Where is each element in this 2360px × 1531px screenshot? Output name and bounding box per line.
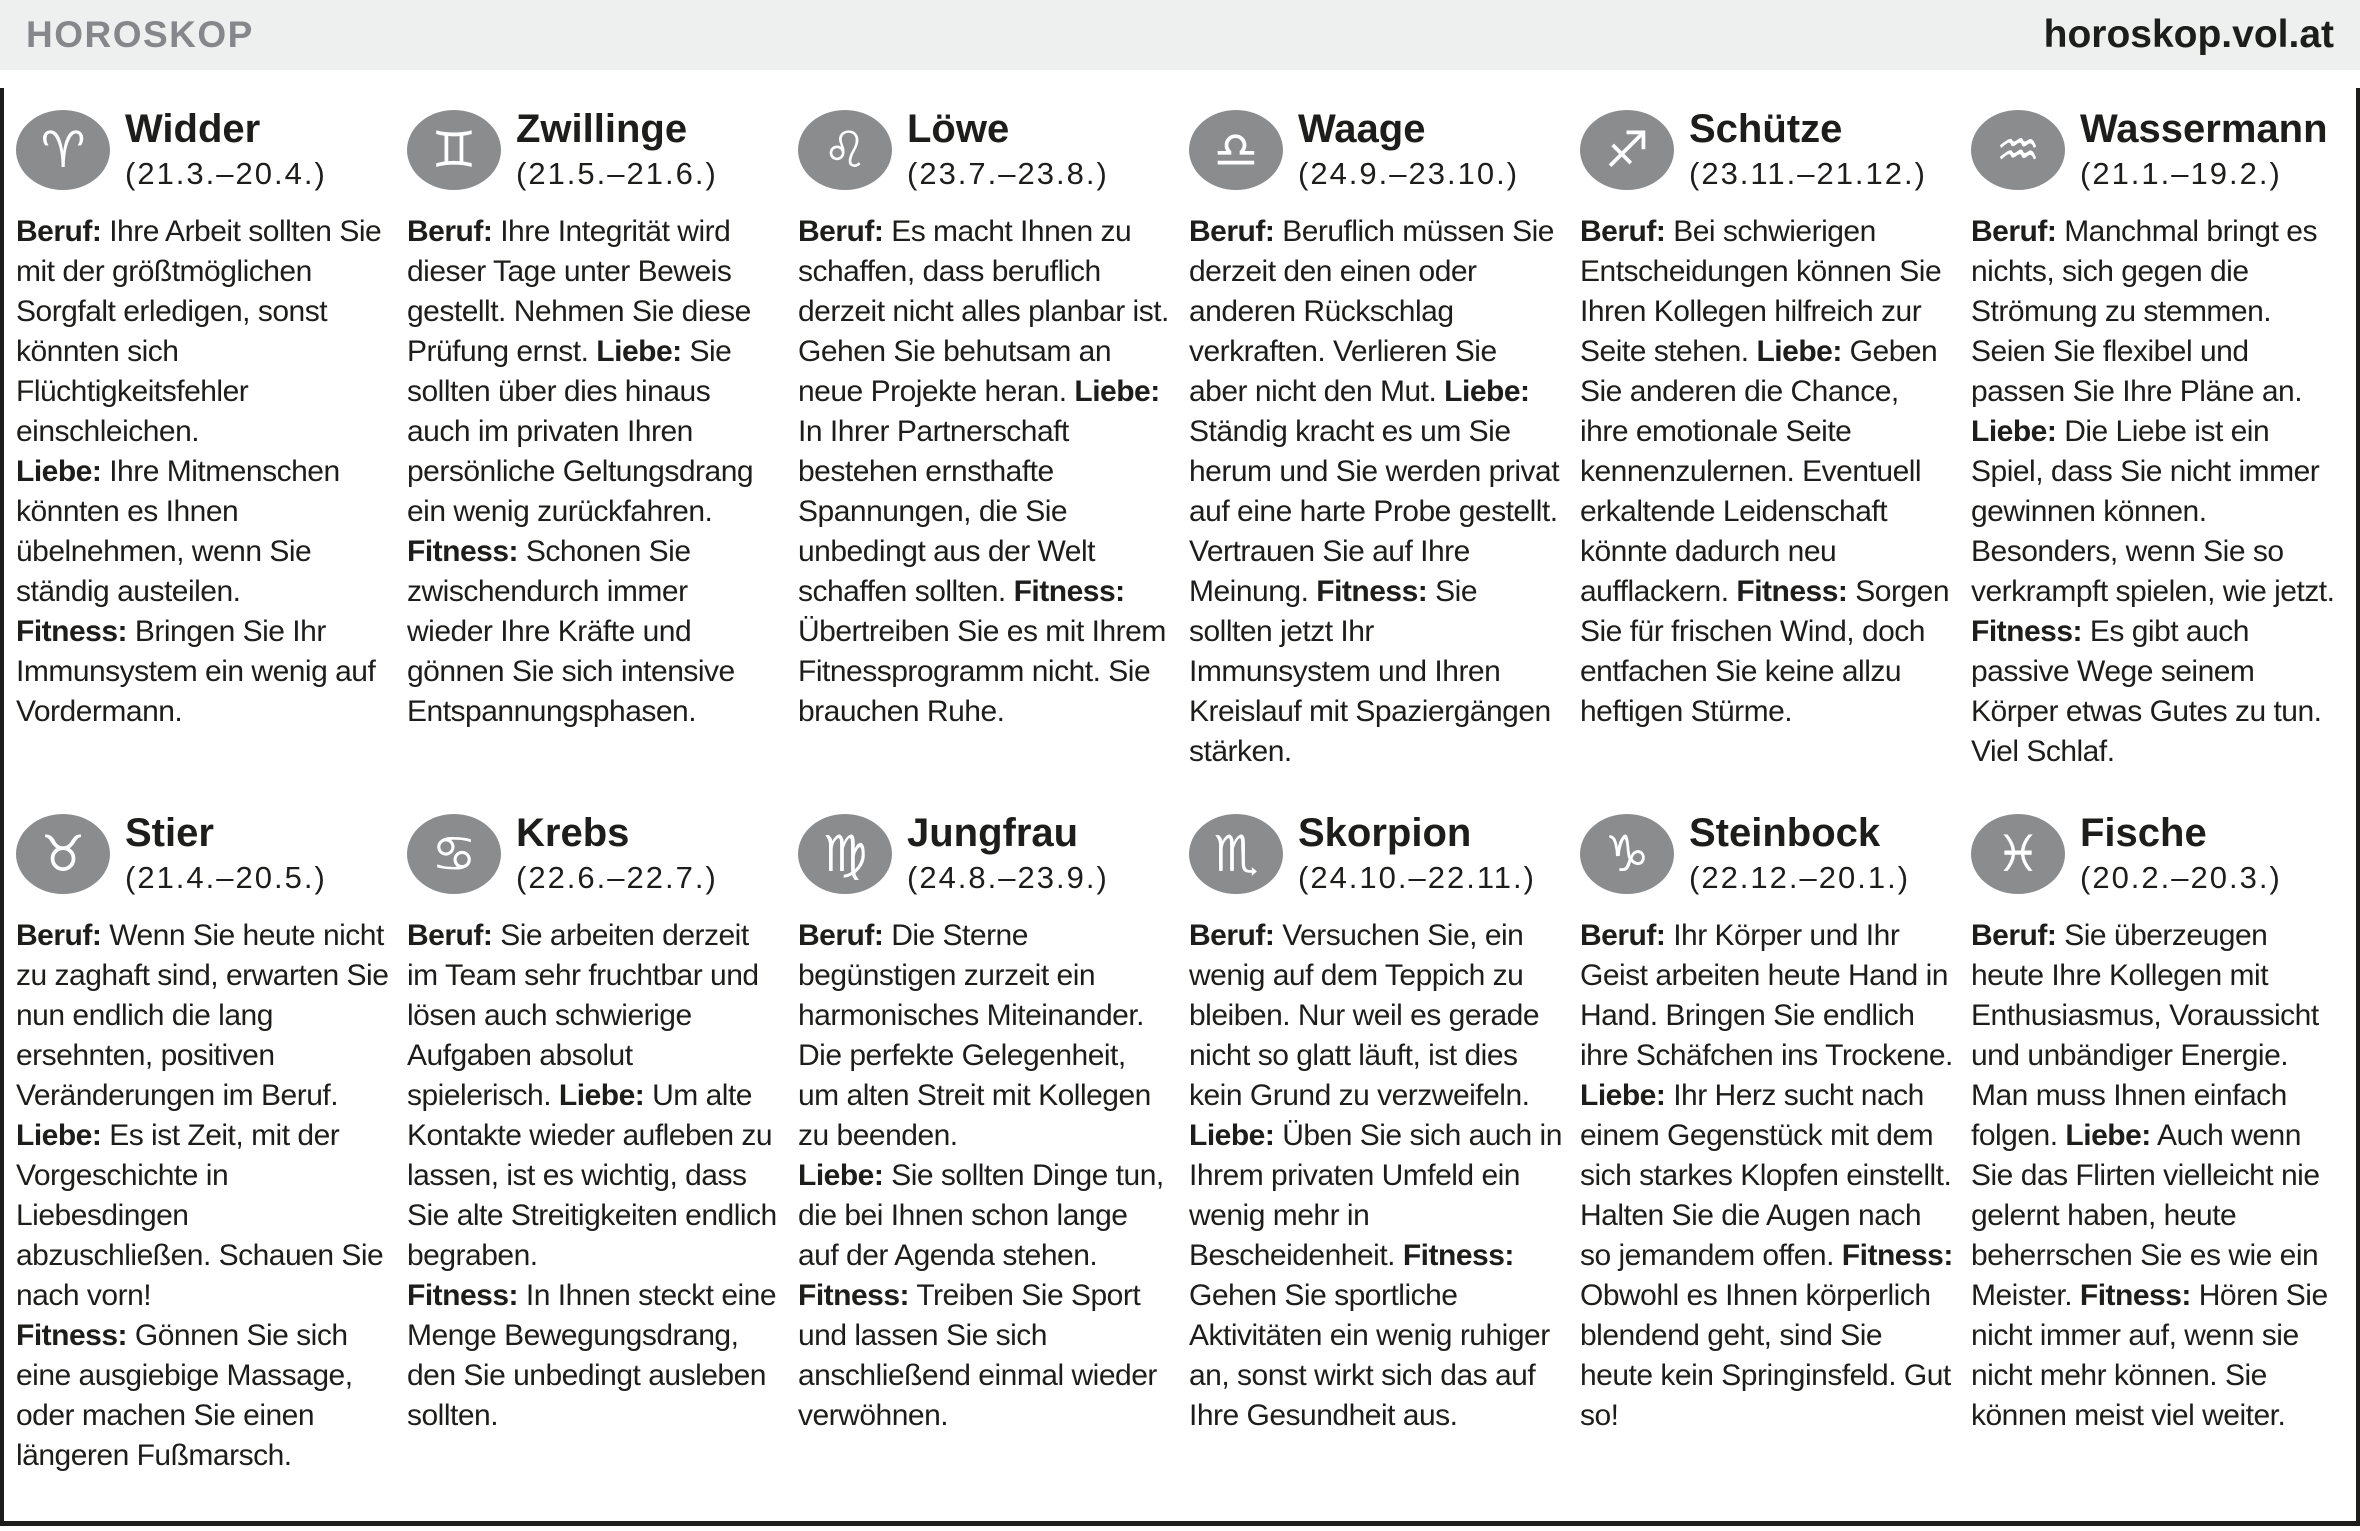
card-head-text	[2080, 108, 2328, 192]
virgin-icon	[798, 814, 892, 894]
card-head-text	[1298, 108, 1519, 192]
section-text: Treiben Sie Sport und lassen Sie sich anschließend einmal wieder verwöhnen.	[798, 1279, 1157, 1432]
horoscope-card	[16, 104, 389, 732]
card-head	[798, 104, 1171, 196]
section-text: Es ist Zeit, mit der Vorgeschichte in Liebesdingen abzuschließen. Schauen Sie nach vorn!	[16, 1119, 384, 1312]
section-label: Liebe:	[1580, 1079, 1666, 1112]
card-head	[407, 104, 780, 196]
section-label: Liebe:	[596, 335, 682, 368]
sign-name: Löwe	[907, 107, 1010, 151]
ram-icon	[16, 110, 110, 190]
card-head-text	[907, 812, 1109, 896]
section-text: Die Liebe ist ein Spiel, dass Sie nicht immer gewinnen können. Besonders, wenn Sie so verkrampft spielen, wie jetzt.	[1971, 415, 2335, 608]
zodiac-glyph: ♉	[40, 825, 86, 883]
section-label: Fitness:	[2079, 1279, 2191, 1312]
section-label: Beruf:	[407, 215, 493, 248]
section-label: Fitness:	[1316, 575, 1428, 608]
horoscope-paragraph	[16, 916, 389, 1116]
section-label: Liebe:	[2065, 1119, 2151, 1152]
site-url: horoskop.vol.at	[2043, 13, 2334, 56]
horoscope-card	[1189, 808, 1562, 1436]
sign-dates: (20.2.–20.3.)	[2080, 860, 2282, 895]
card-head-text	[125, 812, 327, 896]
section-label: Beruf:	[16, 215, 102, 248]
goat-icon	[1580, 814, 1674, 894]
card-body	[798, 212, 1171, 732]
section-label: Beruf:	[1580, 215, 1666, 248]
card-head	[1971, 104, 2344, 196]
section-text: Ihre Integrität wird dieser Tage unter Beweis gestellt. Nehmen Sie diese Prüfung ernst.	[407, 215, 751, 368]
zodiac-glyph: ♋	[431, 825, 477, 883]
horoscope-paragraph	[1971, 212, 2344, 772]
section-text: Manchmal bringt es nichts, sich gegen die Strömung zu stemmen. Seien Sie flexibel und passen Sie Ihre Pläne an.	[1971, 215, 2317, 408]
sign-name: Zwillinge	[516, 107, 688, 151]
section-label: Beruf:	[798, 919, 884, 952]
card-head-text	[125, 108, 327, 192]
card-body	[16, 212, 389, 732]
sign-name: Steinbock	[1689, 811, 1881, 855]
zodiac-glyph: ♏	[1213, 825, 1259, 883]
section-text: Sorgen Sie für frischen Wind, doch entfachen Sie keine allzu heftigen Stürme.	[1580, 575, 1950, 728]
fishes-icon	[1971, 814, 2065, 894]
section-text: Wenn Sie heute nicht zu zaghaft sind, erwarten Sie nun endlich die lang ersehnten, positiven Veränderungen im Beruf.	[16, 919, 389, 1112]
section-text: Geben Sie anderen die Chance, ihre emotionale Seite kennenzulernen. Eventuell erkaltende Leidenschaft könnte dadurch neu aufflackern.	[1580, 335, 1938, 608]
archer-icon	[1580, 110, 1674, 190]
section-label: Beruf:	[1971, 215, 2057, 248]
card-body	[407, 916, 780, 1436]
zodiac-glyph: ♌	[822, 121, 868, 179]
section-text: Sie arbeiten derzeit im Team sehr fruchtbar und lösen auch schwierige Aufgaben absolut spielerisch.	[407, 919, 759, 1112]
horoscope-card	[1189, 104, 1562, 772]
sign-dates: (22.6.–22.7.)	[516, 860, 718, 895]
card-head-text	[2080, 812, 2282, 896]
section-text: In Ihrer Partnerschaft bestehen ernsthafte Spannungen, die Sie unbedingt aus der Welt schaffen sollten.	[798, 415, 1095, 608]
section-label: Liebe:	[1074, 375, 1160, 408]
horoscope-paragraph	[16, 1316, 389, 1476]
horoscope-grid	[16, 104, 2344, 1476]
horoscope-paragraph	[1971, 916, 2344, 1436]
section-text: Es gibt auch passive Wege seinem Körper etwas Gutes zu tun. Viel Schlaf.	[1971, 615, 2322, 768]
section-text: Ihre Arbeit sollten Sie mit der größtmöglichen Sorgfalt erledigen, sonst könnten sich Flüchtigkeitsfehler einschleichen.	[16, 215, 382, 448]
section-text: Gehen Sie sportliche Aktivitäten ein wenig ruhiger an, sonst wirkt sich das auf Ihre Gesundheit aus.	[1189, 1279, 1550, 1432]
zodiac-glyph: ♈	[40, 121, 86, 179]
horoscope-paragraph	[407, 1276, 780, 1436]
horoscope-card	[1971, 104, 2344, 772]
section-label: Fitness:	[16, 615, 128, 648]
section-label: Liebe:	[16, 1119, 102, 1152]
card-body	[1189, 212, 1562, 772]
sign-name: Waage	[1298, 107, 1426, 151]
section-text: Üben Sie sich auch in Ihrem privaten Umfeld ein wenig mehr in Bescheidenheit.	[1189, 1119, 1562, 1272]
card-head-text	[516, 812, 718, 896]
horoscope-paragraph	[1189, 916, 1562, 1436]
horoscope-card	[407, 808, 780, 1436]
card-head	[407, 808, 780, 900]
card-head-text	[1689, 812, 1910, 896]
section-text: In Ihnen steckt eine Menge Bewegungsdrang, den Sie unbedingt ausleben sollten.	[407, 1279, 777, 1432]
sign-dates: (21.4.–20.5.)	[125, 860, 327, 895]
card-body	[798, 916, 1171, 1436]
section-label: Fitness:	[1736, 575, 1848, 608]
section-label: Liebe:	[1756, 335, 1842, 368]
section-label: Liebe:	[1444, 375, 1530, 408]
zodiac-glyph: ♎	[1213, 121, 1259, 179]
sign-name: Krebs	[516, 811, 630, 855]
card-head-text	[1298, 812, 1536, 896]
section-text: Obwohl es Ihnen körperlich blendend geht, sind Sie heute kein Springinsfeld. Gut so!	[1580, 1279, 1951, 1432]
section-label: Beruf:	[798, 215, 884, 248]
section-text: Ihr Körper und Ihr Geist arbeiten heute Hand in Hand. Bringen Sie endlich ihre Schäfchen ins Trockene.	[1580, 919, 1953, 1072]
section-text: Ihr Herz sucht nach einem Gegenstück mit dem sich starkes Klopfen einstellt. Halten Sie die Augen nach so jemandem offen.	[1580, 1079, 1952, 1272]
horoscope-card	[407, 104, 780, 732]
card-body	[1971, 916, 2344, 1436]
section-text: Übertreiben Sie es mit Ihrem Fitnessprogramm nicht. Sie brauchen Ruhe.	[798, 615, 1166, 728]
scales-icon	[1189, 110, 1283, 190]
section-text: Die Sterne begünstigen zurzeit ein harmonisches Miteinander. Die perfekte Gelegenheit, um alten Streit mit Kollegen zu beenden.	[798, 919, 1151, 1152]
sign-dates: (21.3.–20.4.)	[125, 156, 327, 191]
card-body	[16, 916, 389, 1476]
sign-dates: (24.9.–23.10.)	[1298, 156, 1520, 191]
card-body	[1580, 212, 1953, 732]
sign-dates: (21.5.–21.6.)	[516, 156, 718, 191]
section-text: Beruflich müssen Sie derzeit den einen oder anderen Rückschlag verkraften. Verlieren Sie aber nicht den Mut.	[1189, 215, 1554, 408]
section-text: Gönnen Sie sich eine ausgiebige Massage, oder machen Sie einen längeren Fußmarsch.	[16, 1319, 353, 1472]
sign-dates: (24.8.–23.9.)	[907, 860, 1109, 895]
section-text: Bringen Sie Ihr Immunsystem ein wenig auf Vordermann.	[16, 615, 376, 728]
sign-name: Widder	[125, 107, 261, 151]
horoscope-paragraph	[16, 1116, 389, 1316]
section-label: Fitness:	[407, 1279, 519, 1312]
section-text: Versuchen Sie, ein wenig auf dem Teppich zu bleiben. Nur weil es gerade nicht so glatt läuft, ist dies kein Grund zu verzweifeln.	[1189, 919, 1540, 1112]
section-label: Fitness:	[1841, 1239, 1953, 1272]
section-label: Fitness:	[16, 1319, 128, 1352]
zodiac-glyph: ♓	[1995, 825, 2041, 883]
horoscope-paragraph	[798, 916, 1171, 1156]
section-label: Beruf:	[407, 919, 493, 952]
bull-icon	[16, 814, 110, 894]
section-text: Schonen Sie zwischendurch immer wieder Ihre Kräfte und gönnen Sie sich intensive Entspannungsphasen.	[407, 535, 735, 728]
section-label: Beruf:	[1580, 919, 1666, 952]
sign-name: Skorpion	[1298, 811, 1472, 855]
page-title: HOROSKOP	[26, 14, 254, 55]
card-head	[1580, 104, 1953, 196]
card-body	[407, 212, 780, 732]
section-label: Beruf:	[1189, 215, 1275, 248]
zodiac-glyph: ♍	[822, 825, 868, 883]
sign-dates: (24.10.–22.11.)	[1298, 860, 1536, 895]
horoscope-paragraph	[798, 1156, 1171, 1436]
section-text: Hören Sie nicht immer auf, wenn sie nicht mehr können. Sie können meist viel weiter.	[1971, 1279, 2328, 1432]
section-label: Fitness:	[798, 1279, 910, 1312]
section-label: Fitness:	[1402, 1239, 1514, 1272]
section-label: Fitness:	[407, 535, 519, 568]
horoscope-paragraph	[16, 612, 389, 732]
card-head	[798, 808, 1171, 900]
water-bearer-icon	[1971, 110, 2065, 190]
section-text: Ständig kracht es um Sie herum und Sie werden privat auf eine harte Probe gestellt. Vertrauen Sie auf Ihre Meinung.	[1189, 415, 1560, 608]
section-text: Auch wenn Sie das Flirten vielleicht nie gelernt haben, heute beherrschen Sie es wie ein Meister.	[1971, 1119, 2320, 1312]
zodiac-glyph: ♊	[431, 121, 477, 179]
card-body	[1580, 916, 1953, 1436]
section-text: Ihre Mitmenschen könnten es Ihnen übelnehmen, wenn Sie ständig austeilen.	[16, 455, 340, 608]
section-label: Beruf:	[1971, 919, 2057, 952]
card-head	[16, 104, 389, 196]
horoscope-card	[798, 104, 1171, 732]
horoscope-card	[16, 808, 389, 1476]
card-head-text	[907, 108, 1109, 192]
horoscope-card	[1580, 104, 1953, 732]
section-label: Beruf:	[1189, 919, 1275, 952]
section-text: Um alte Kontakte wieder aufleben zu lassen, ist es wichtig, dass Sie alte Streitigkeiten endlich begraben.	[407, 1079, 777, 1272]
twins-icon	[407, 110, 501, 190]
header-bar	[0, 0, 2360, 70]
section-text: Bei schwierigen Entscheidungen können Sie Ihren Kollegen hilfreich zur Seite stehen.	[1580, 215, 1942, 368]
horoscope-paragraph	[1189, 212, 1562, 772]
sign-name: Stier	[125, 811, 214, 855]
sign-name: Schütze	[1689, 107, 1843, 151]
card-body	[1189, 916, 1562, 1436]
card-head	[1189, 104, 1562, 196]
section-label: Liebe:	[16, 455, 102, 488]
sign-dates: (22.12.–20.1.)	[1689, 860, 1911, 895]
section-label: Liebe:	[1189, 1119, 1275, 1152]
horoscope-card	[1580, 808, 1953, 1436]
zodiac-glyph: ♐	[1604, 121, 1650, 179]
scorpion-icon	[1189, 814, 1283, 894]
section-text: Sie sollten jetzt Ihr Immunsystem und Ihren Kreislauf mit Spaziergängen stärken.	[1189, 575, 1551, 768]
card-head	[1971, 808, 2344, 900]
horoscope-paragraph	[16, 452, 389, 612]
section-label: Fitness:	[1971, 615, 2083, 648]
lion-icon	[798, 110, 892, 190]
section-label: Fitness:	[1013, 575, 1125, 608]
horoscope-paragraph	[798, 212, 1171, 732]
card-head-text	[1689, 108, 1927, 192]
section-label: Beruf:	[16, 919, 102, 952]
section-text: Es macht Ihnen zu schaffen, dass beruflich derzeit nicht alles planbar ist. Gehen Sie behutsam an neue Projekte heran.	[798, 215, 1169, 408]
horoscope-paragraph	[407, 212, 780, 732]
sign-dates: (23.7.–23.8.)	[907, 156, 1109, 191]
sign-dates: (21.1.–19.2.)	[2080, 156, 2282, 191]
card-body	[1971, 212, 2344, 772]
horoscope-sheet	[0, 88, 2360, 1526]
sign-name: Jungfrau	[907, 811, 1079, 855]
crab-icon	[407, 814, 501, 894]
horoscope-card	[798, 808, 1171, 1436]
section-label: Liebe:	[1971, 415, 2057, 448]
horoscope-paragraph	[1580, 212, 1953, 732]
horoscope-card	[1971, 808, 2344, 1436]
section-label: Liebe:	[798, 1159, 884, 1192]
section-text: Sie überzeugen heute Ihre Kollegen mit Enthusiasmus, Voraussicht und unbändiger Energie. Man muss Ihnen einfach folgen.	[1971, 919, 2319, 1152]
horoscope-paragraph	[16, 212, 389, 452]
card-head	[1189, 808, 1562, 900]
zodiac-glyph: ♑	[1604, 825, 1650, 883]
sign-name: Fische	[2080, 811, 2207, 855]
card-head	[1580, 808, 1953, 900]
card-head	[16, 808, 389, 900]
sign-dates: (23.11.–21.12.)	[1689, 156, 1927, 191]
section-label: Liebe:	[558, 1079, 645, 1112]
horoscope-paragraph	[407, 916, 780, 1276]
zodiac-glyph: ♒	[1995, 121, 2041, 179]
horoscope-paragraph	[1580, 916, 1953, 1436]
sign-name: Wassermann	[2080, 107, 2328, 151]
card-head-text	[516, 108, 718, 192]
section-text: Sie sollten über dies hinaus auch im privaten Ihren persönliche Geltungsdrang ein wenig zurückfahren.	[407, 335, 754, 528]
section-text: Sie sollten Dinge tun, die bei Ihnen schon lange auf der Agenda stehen.	[798, 1159, 1164, 1272]
